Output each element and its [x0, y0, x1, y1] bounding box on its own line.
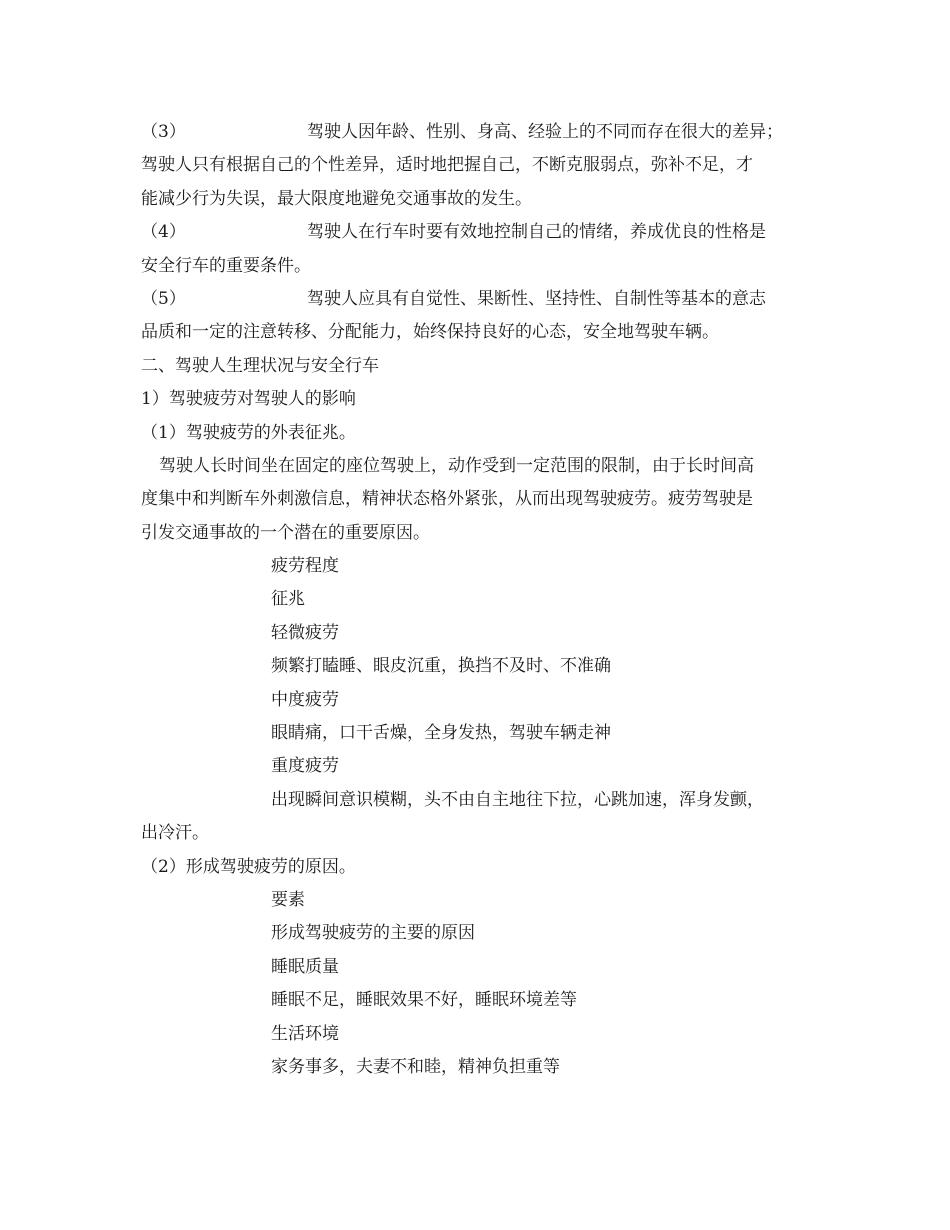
table-cell: 出冷汗。	[141, 823, 209, 844]
list-item-4	[141, 216, 811, 249]
table-cell: 睡眠不足，睡眠效果不好，睡眠环境差等	[271, 990, 577, 1011]
paragraph-line: 度集中和判断车外刺激信息，精神状态格外紧张，从而出现驾驶疲劳。疲劳驾驶是	[141, 489, 753, 510]
table-cell: 生活环境	[271, 1023, 339, 1044]
paragraph-line: 驾驶人长时间坐在固定的座位驾驶上，动作受到一定范围的限制，由于长时间高	[159, 455, 754, 476]
table-cell: 中度疲劳	[271, 689, 339, 710]
table-cell: 形成驾驶疲劳的主要的原因	[271, 923, 475, 944]
table-cell: 重度疲劳	[271, 756, 339, 777]
paragraph-line: 能减少行为失误，最大限度地避免交通事故的发生。	[141, 188, 532, 209]
item-number: （4）	[141, 222, 186, 243]
item-number: （3）	[141, 122, 186, 142]
document-body	[141, 116, 811, 1084]
table-cell: 睡眠质量	[271, 956, 339, 977]
point-heading-1: （1）驾驶疲劳的外表征兆。	[141, 422, 356, 443]
sub-heading: 1）驾驶疲劳对驾驶人的影响	[141, 389, 356, 410]
list-item-3	[141, 116, 811, 149]
table-cell: 征兆	[271, 589, 305, 610]
paragraph-line: 引发交通事故的一个潜在的重要原因。	[141, 522, 430, 543]
table-cell: 疲劳程度	[271, 556, 339, 577]
item-text: 驾驶人在行车时要有效地控制自己的情绪，养成优良的性格是	[307, 222, 766, 243]
table-cell: 频繁打瞌睡、眼皮沉重，换挡不及时、不准确	[271, 656, 611, 677]
point-heading-2: （2）形成驾驶疲劳的原因。	[141, 856, 356, 877]
item-text: 驾驶人因年龄、性别、身高、经验上的不同而存在很大的差异；	[307, 122, 783, 142]
item-text: 驾驶人应具有自觉性、果断性、坚持性、自制性等基本的意志	[307, 288, 766, 309]
table-cell: 家务事多，夫妻不和睦，精神负担重等	[271, 1056, 560, 1077]
list-item-5	[141, 283, 811, 316]
paragraph-line: 安全行车的重要条件。	[141, 255, 311, 276]
paragraph-line: 驾驶人只有根据自己的个性差异，适时地把握自己，不断克服弱点，弥补不足，才	[141, 155, 753, 176]
section-heading: 二、驾驶人生理状况与安全行车	[141, 355, 379, 376]
table-cell: 出现瞬间意识模糊，头不由自主地往下拉，心跳加速，浑身发颤，	[271, 789, 764, 810]
paragraph-line: 品质和一定的注意转移、分配能力，始终保持良好的心态，安全地驾驶车辆。	[141, 322, 719, 343]
table-cell: 眼睛痛，口干舌燥，全身发热，驾驶车辆走神	[271, 723, 611, 744]
table-cell: 轻微疲劳	[271, 622, 339, 643]
item-number: （5）	[141, 288, 186, 309]
table-cell: 要素	[271, 889, 305, 910]
